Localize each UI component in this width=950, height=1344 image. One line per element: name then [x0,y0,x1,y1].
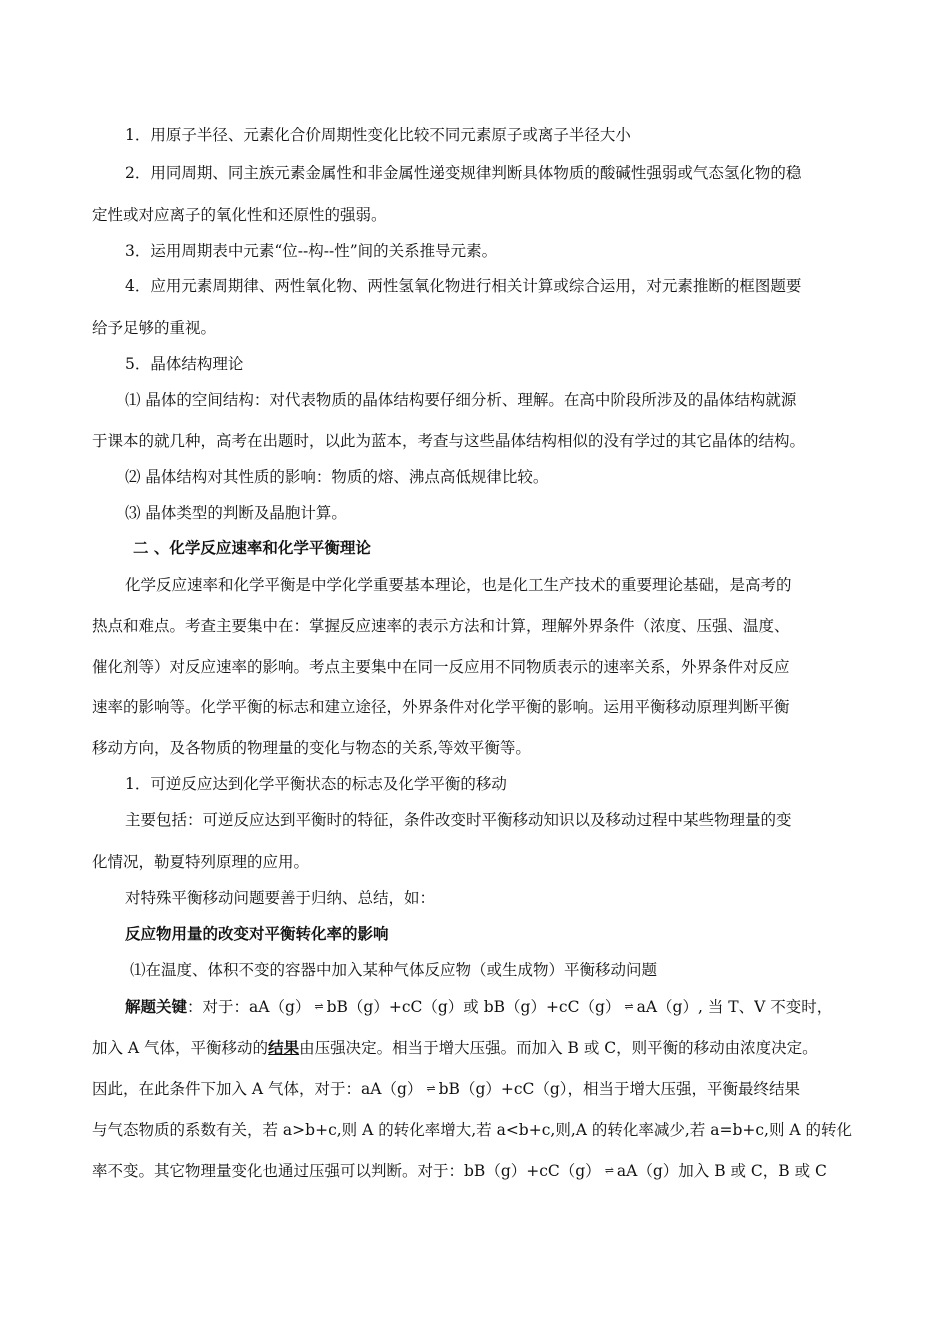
text-line [92,1161,827,1181]
text-line: 移动方向，及各物质的物理量的变化与物态的关系,等效平衡等。 [92,739,531,757]
text-line: 2．用同周期、同主族元素金属性和非金属性递变规律判断具体物质的酸碱性强弱或气态氢化物的稳 [125,164,802,182]
key-label: 解题关键 [125,997,188,1016]
text-line [92,1079,800,1099]
equilibrium-arrow-icon: ⇌ [604,1164,613,1177]
text-line: 1．可逆反应达到化学平衡状态的标志及化学平衡的移动 [125,775,507,793]
text-line: 热点和难点。考查主要集中在：掌握反应速率的表示方法和计算，理解外界条件（浓度、压强、温度、 [92,617,790,635]
text-line: 对特殊平衡移动问题要善于归纳、总结，如： [125,889,436,907]
text-line [92,1038,818,1058]
text-line: 5．晶体结构理论 [125,355,244,373]
text-line: 化情况，勒夏特列原理的应用。 [92,853,310,871]
text-line: 化学反应速率和化学平衡是中学化学重要基本理论，也是化工生产技术的重要理论基础，是高考的 [125,576,792,594]
text-line: ⑴ 晶体的空间结构：对代表物质的晶体结构要仔细分析、理解。在高中阶段所涉及的晶体结构就源 [125,391,797,409]
text-line: 与气态物质的系数有关，若 a>b+c,则 A 的转化率增大,若 a<b+c,则,A 的转化率减少,若 a=b+c,则 A 的转化 [92,1121,853,1139]
text-span: ：对于：aA（g） [187,998,311,1016]
text-span: 率不变。其它物理量变化也通过压强可以判断。对于：bB（g）+cC（g） [92,1162,601,1180]
text-line: 定性或对应离子的氧化性和还原性的强弱。 [92,206,387,224]
underlined-word: 结果 [268,1038,300,1057]
sub-heading: 反应物用量的改变对平衡转化率的影响 [125,924,389,943]
text-span: 由压强决定。相当于增大压强。而加入 B 或 C，则平衡的移动由浓度决定。 [299,1039,818,1057]
text-line: 主要包括：可逆反应达到平衡时的特征，条件改变时平衡移动知识以及移动过程中某些物理量的变 [125,811,792,829]
text-line [125,997,832,1017]
text-line: 3．运用周期表中元素“位--构--性”间的关系推导元素。 [125,242,498,260]
text-line: 给予足够的重视。 [92,319,217,337]
text-span: aA（g）加入 B 或 C，B 或 C [616,1162,827,1180]
text-line: 4．应用元素周期律、两性氧化物、两性氢氧化物进行相关计算或综合运用，对元素推断的框图题要 [125,277,802,295]
equilibrium-arrow-icon: ⇌ [426,1082,435,1095]
equilibrium-arrow-icon: ⇌ [624,1000,633,1013]
text-span: bB（g）+cC（g），相当于增大压强，平衡最终结果 [438,1080,801,1098]
text-line: 速率的影响等。化学平衡的标志和建立途径，外界条件对化学平衡的影响。运用平衡移动原理判断平衡 [92,698,790,716]
section-heading: 二 、化学反应速率和化学平衡理论 [133,538,371,557]
text-line: ⑴在温度、体积不变的容器中加入某种气体反应物（或生成物）平衡移动问题 [130,961,658,979]
text-line: 催化剂等）对反应速率的影响。考点主要集中在同一反应用不同物质表示的速率关系，外界条件对反应 [92,658,790,676]
text-line: ⑵ 晶体结构对其性质的影响：物质的熔、沸点高低规律比较。 [125,468,549,486]
text-span: bB（g）+cC（g）或 bB（g）+cC（g） [326,998,621,1016]
text-span: aA（g）, 当 T、V 不变时， [636,998,833,1016]
equilibrium-arrow-icon: ⇌ [314,1000,323,1013]
text-line: 于课本的就几种，高考在出题时，以此为蓝本，考查与这些晶体结构相似的没有学过的其它晶体的结构。 [92,432,806,450]
text-line: ⑶ 晶体类型的判断及晶胞计算。 [125,504,347,522]
text-span: 因此，在此条件下加入 A 气体，对于：aA（g） [92,1080,423,1098]
text-span: 加入 A 气体，平衡移动的 [92,1039,269,1057]
text-line: 1．用原子半径、元素化合价周期性变化比较不同元素原子或离子半径大小 [125,126,631,144]
